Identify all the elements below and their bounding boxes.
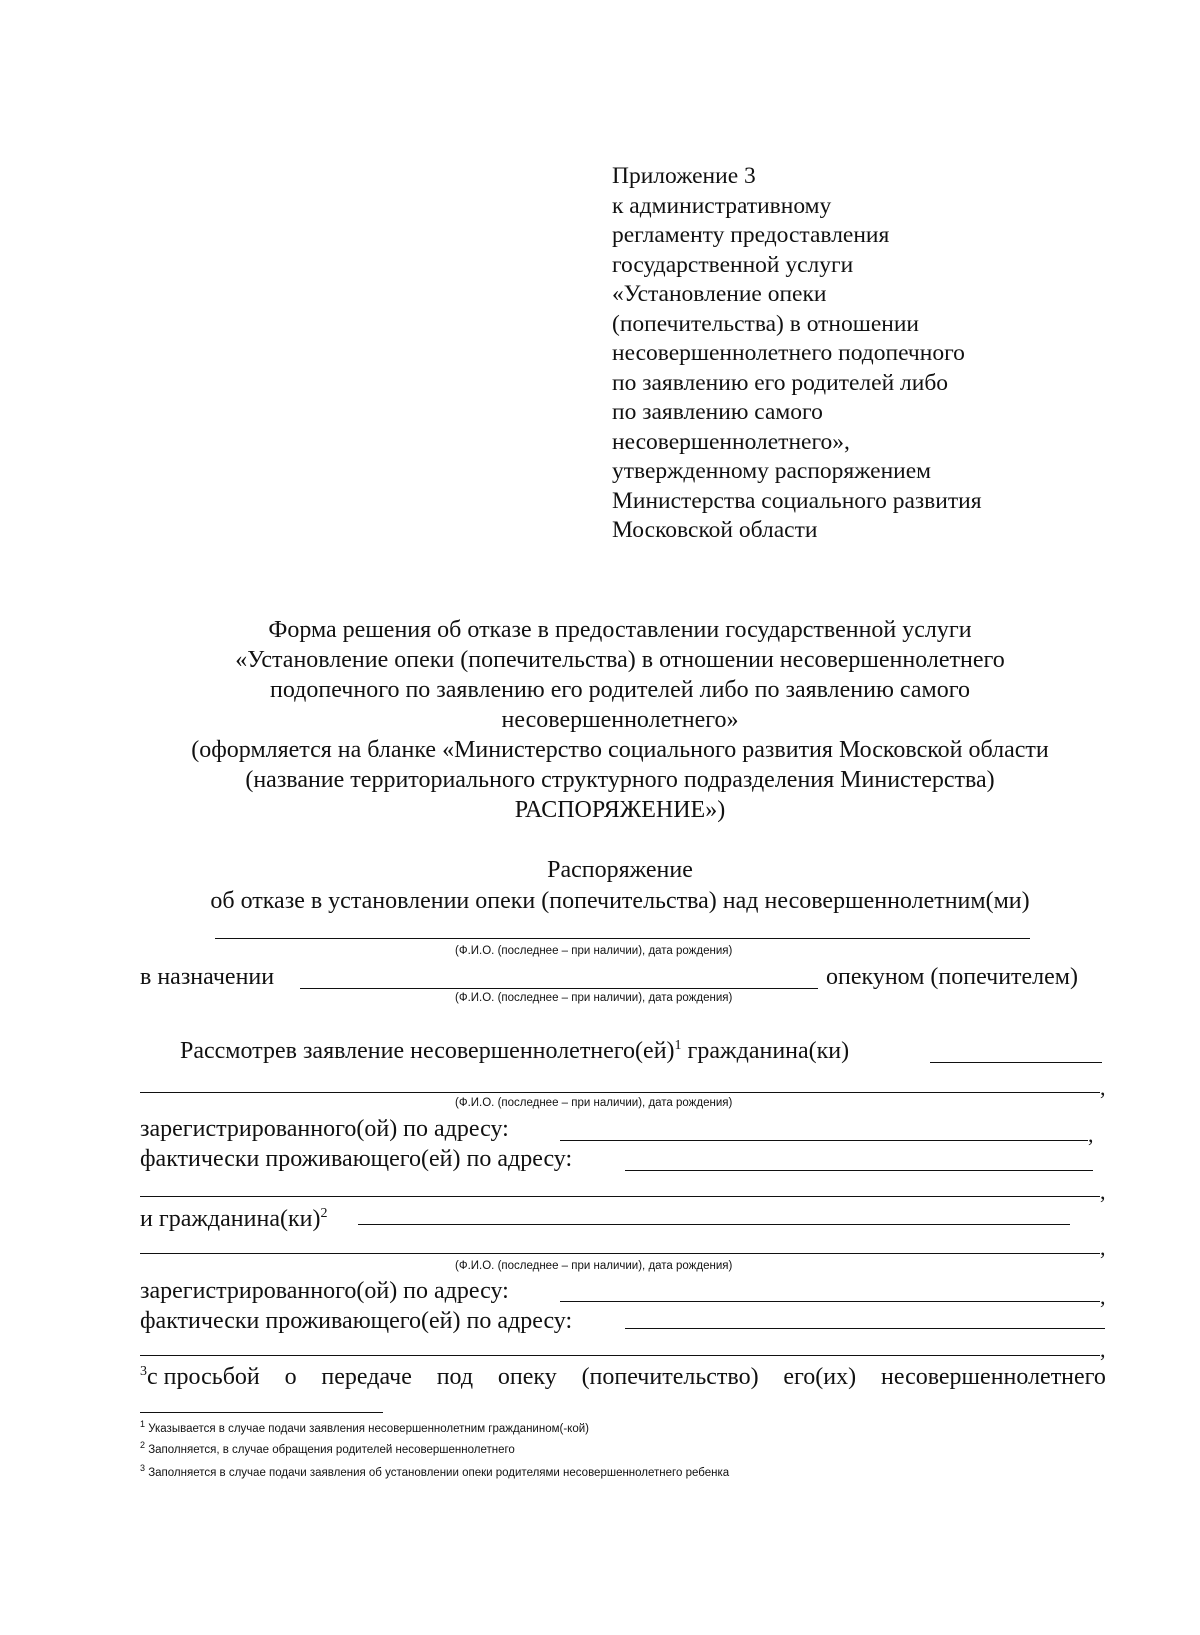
registered-label: зарегистрированного(ой) по адресу:	[140, 1116, 509, 1142]
form-title	[120, 615, 1120, 825]
appendix-line: утвержденному распоряжением	[612, 458, 932, 484]
residing-label: фактически проживающего(ей) по адресу:	[140, 1146, 573, 1172]
fio-caption: (Ф.И.О. (последнее – при наличии), дата рождения)	[455, 1260, 733, 1272]
footnote-separator	[140, 1412, 383, 1413]
appendix-line: Министерства социального развития	[612, 487, 982, 514]
appendix-line: несовершеннолетнего»,	[612, 428, 850, 455]
appendix-line: регламенту предоставления	[612, 222, 890, 248]
footnote-number: 1	[140, 1419, 146, 1430]
request-sentence	[140, 1362, 1106, 1392]
and-citizen-text	[140, 1205, 327, 1233]
residing-label: фактически проживающего(ей) по адресу:	[140, 1308, 573, 1334]
residing-address-line-3	[625, 1328, 1105, 1329]
footnote-ref: 3	[140, 1364, 147, 1379]
comma: ,	[1100, 1179, 1106, 1204]
registered-label: зарегистрированного(ой) по адресу:	[140, 1278, 509, 1304]
registered-address-line	[560, 1140, 1088, 1141]
form-title-line: РАСПОРЯЖЕНИЕ»)	[514, 797, 726, 823]
appointment-suffix: опекуном (попечителем)	[826, 964, 1078, 990]
footnote-text: Заполняется, в случае обращения родителей несовершеннолетнего	[148, 1444, 515, 1456]
registered-address-line-2	[560, 1301, 1100, 1302]
appendix-line: Московской области	[612, 517, 818, 543]
form-title-line: несовершеннолетнего»	[501, 707, 739, 733]
order-subheading: об отказе в установлении опеки (попечительства) над несовершеннолетним(ми)	[210, 887, 1030, 914]
footnote	[140, 1440, 515, 1457]
form-title-line: (оформляется на бланке «Министерство социального развития Московской области	[191, 737, 1049, 763]
appendix-line: к административному	[612, 192, 832, 219]
appendix-line: государственной услуги	[612, 251, 854, 278]
fio-caption: (Ф.И.О. (последнее – при наличии), дата рождения)	[455, 1097, 733, 1109]
request-word-text: с просьбой	[147, 1364, 260, 1390]
citizen-name-line-2	[140, 1092, 1100, 1093]
comma: ,	[1100, 1337, 1106, 1362]
form-title-line: подопечного по заявлению его родителей либо по заявлению самого	[270, 677, 970, 703]
second-citizen-name-line	[358, 1224, 1070, 1225]
request-word	[140, 1362, 260, 1392]
residing-address-line-2	[140, 1196, 1100, 1197]
form-title-line: Форма решения об отказе в предоставлении государственной услуги	[268, 617, 972, 643]
comma: ,	[1100, 1235, 1106, 1260]
footnote-text: Указывается в случае подачи заявления несовершеннолетним гражданином(-кой)	[148, 1423, 589, 1435]
considered-tail: гражданина(ки)	[687, 1038, 850, 1064]
order-heading-block	[120, 855, 1120, 916]
and-citizen-label: и гражданина(ки)	[140, 1206, 321, 1232]
footnote	[140, 1419, 589, 1436]
request-word: под	[436, 1364, 474, 1390]
footnote-ref: 2	[320, 1206, 328, 1221]
appendix-header	[612, 162, 1152, 546]
request-word: несовершеннолетнего	[880, 1364, 1106, 1390]
residing-address-line-4	[140, 1355, 1100, 1356]
considered-label: Рассмотрев заявление несовершеннолетнего(ей)	[180, 1038, 675, 1064]
second-citizen-name-line-2	[140, 1253, 1100, 1254]
footnote-ref: 1	[674, 1038, 682, 1053]
appointment-prefix: в назначении	[140, 964, 275, 990]
comma: ,	[1100, 1284, 1106, 1309]
comma: ,	[1100, 1075, 1106, 1100]
form-title-line: (название территориального структурного подразделения Министерства)	[245, 767, 995, 793]
guardian-name-line	[300, 988, 818, 989]
form-title-line: «Установление опеки (попечительства) в отношении несовершеннолетнего	[235, 647, 1005, 673]
appendix-line: Приложение 3	[612, 163, 756, 189]
footnote-number: 2	[140, 1440, 146, 1451]
minor-name-line	[215, 938, 1030, 939]
request-word: передаче	[321, 1364, 412, 1390]
footnote	[140, 1463, 730, 1480]
appendix-line: (попечительства) в отношении	[612, 310, 919, 337]
fio-caption: (Ф.И.О. (последнее – при наличии), дата рождения)	[455, 992, 733, 1004]
fio-caption: (Ф.И.О. (последнее – при наличии), дата рождения)	[455, 945, 733, 957]
request-word: опеку	[497, 1364, 557, 1390]
appendix-line: по заявлению самого	[612, 399, 823, 425]
request-word: о	[284, 1364, 297, 1390]
appendix-line: «Установление опеки	[612, 281, 827, 307]
comma: ,	[1088, 1122, 1094, 1147]
citizen-name-line	[930, 1062, 1102, 1063]
footnote-text: Заполняется в случае подачи заявления об установлении опеки родителями несовершеннолетнего ребенка	[148, 1467, 730, 1479]
residing-address-line	[625, 1170, 1093, 1171]
request-word: его(их)	[783, 1364, 857, 1390]
order-heading: Распоряжение	[547, 857, 693, 883]
footnote-number: 3	[140, 1463, 146, 1474]
request-word: (попечительство)	[581, 1364, 759, 1390]
considered-text	[180, 1037, 849, 1065]
appendix-line: по заявлению его родителей либо	[612, 369, 949, 396]
appendix-line: несовершеннолетнего подопечного	[612, 340, 965, 366]
